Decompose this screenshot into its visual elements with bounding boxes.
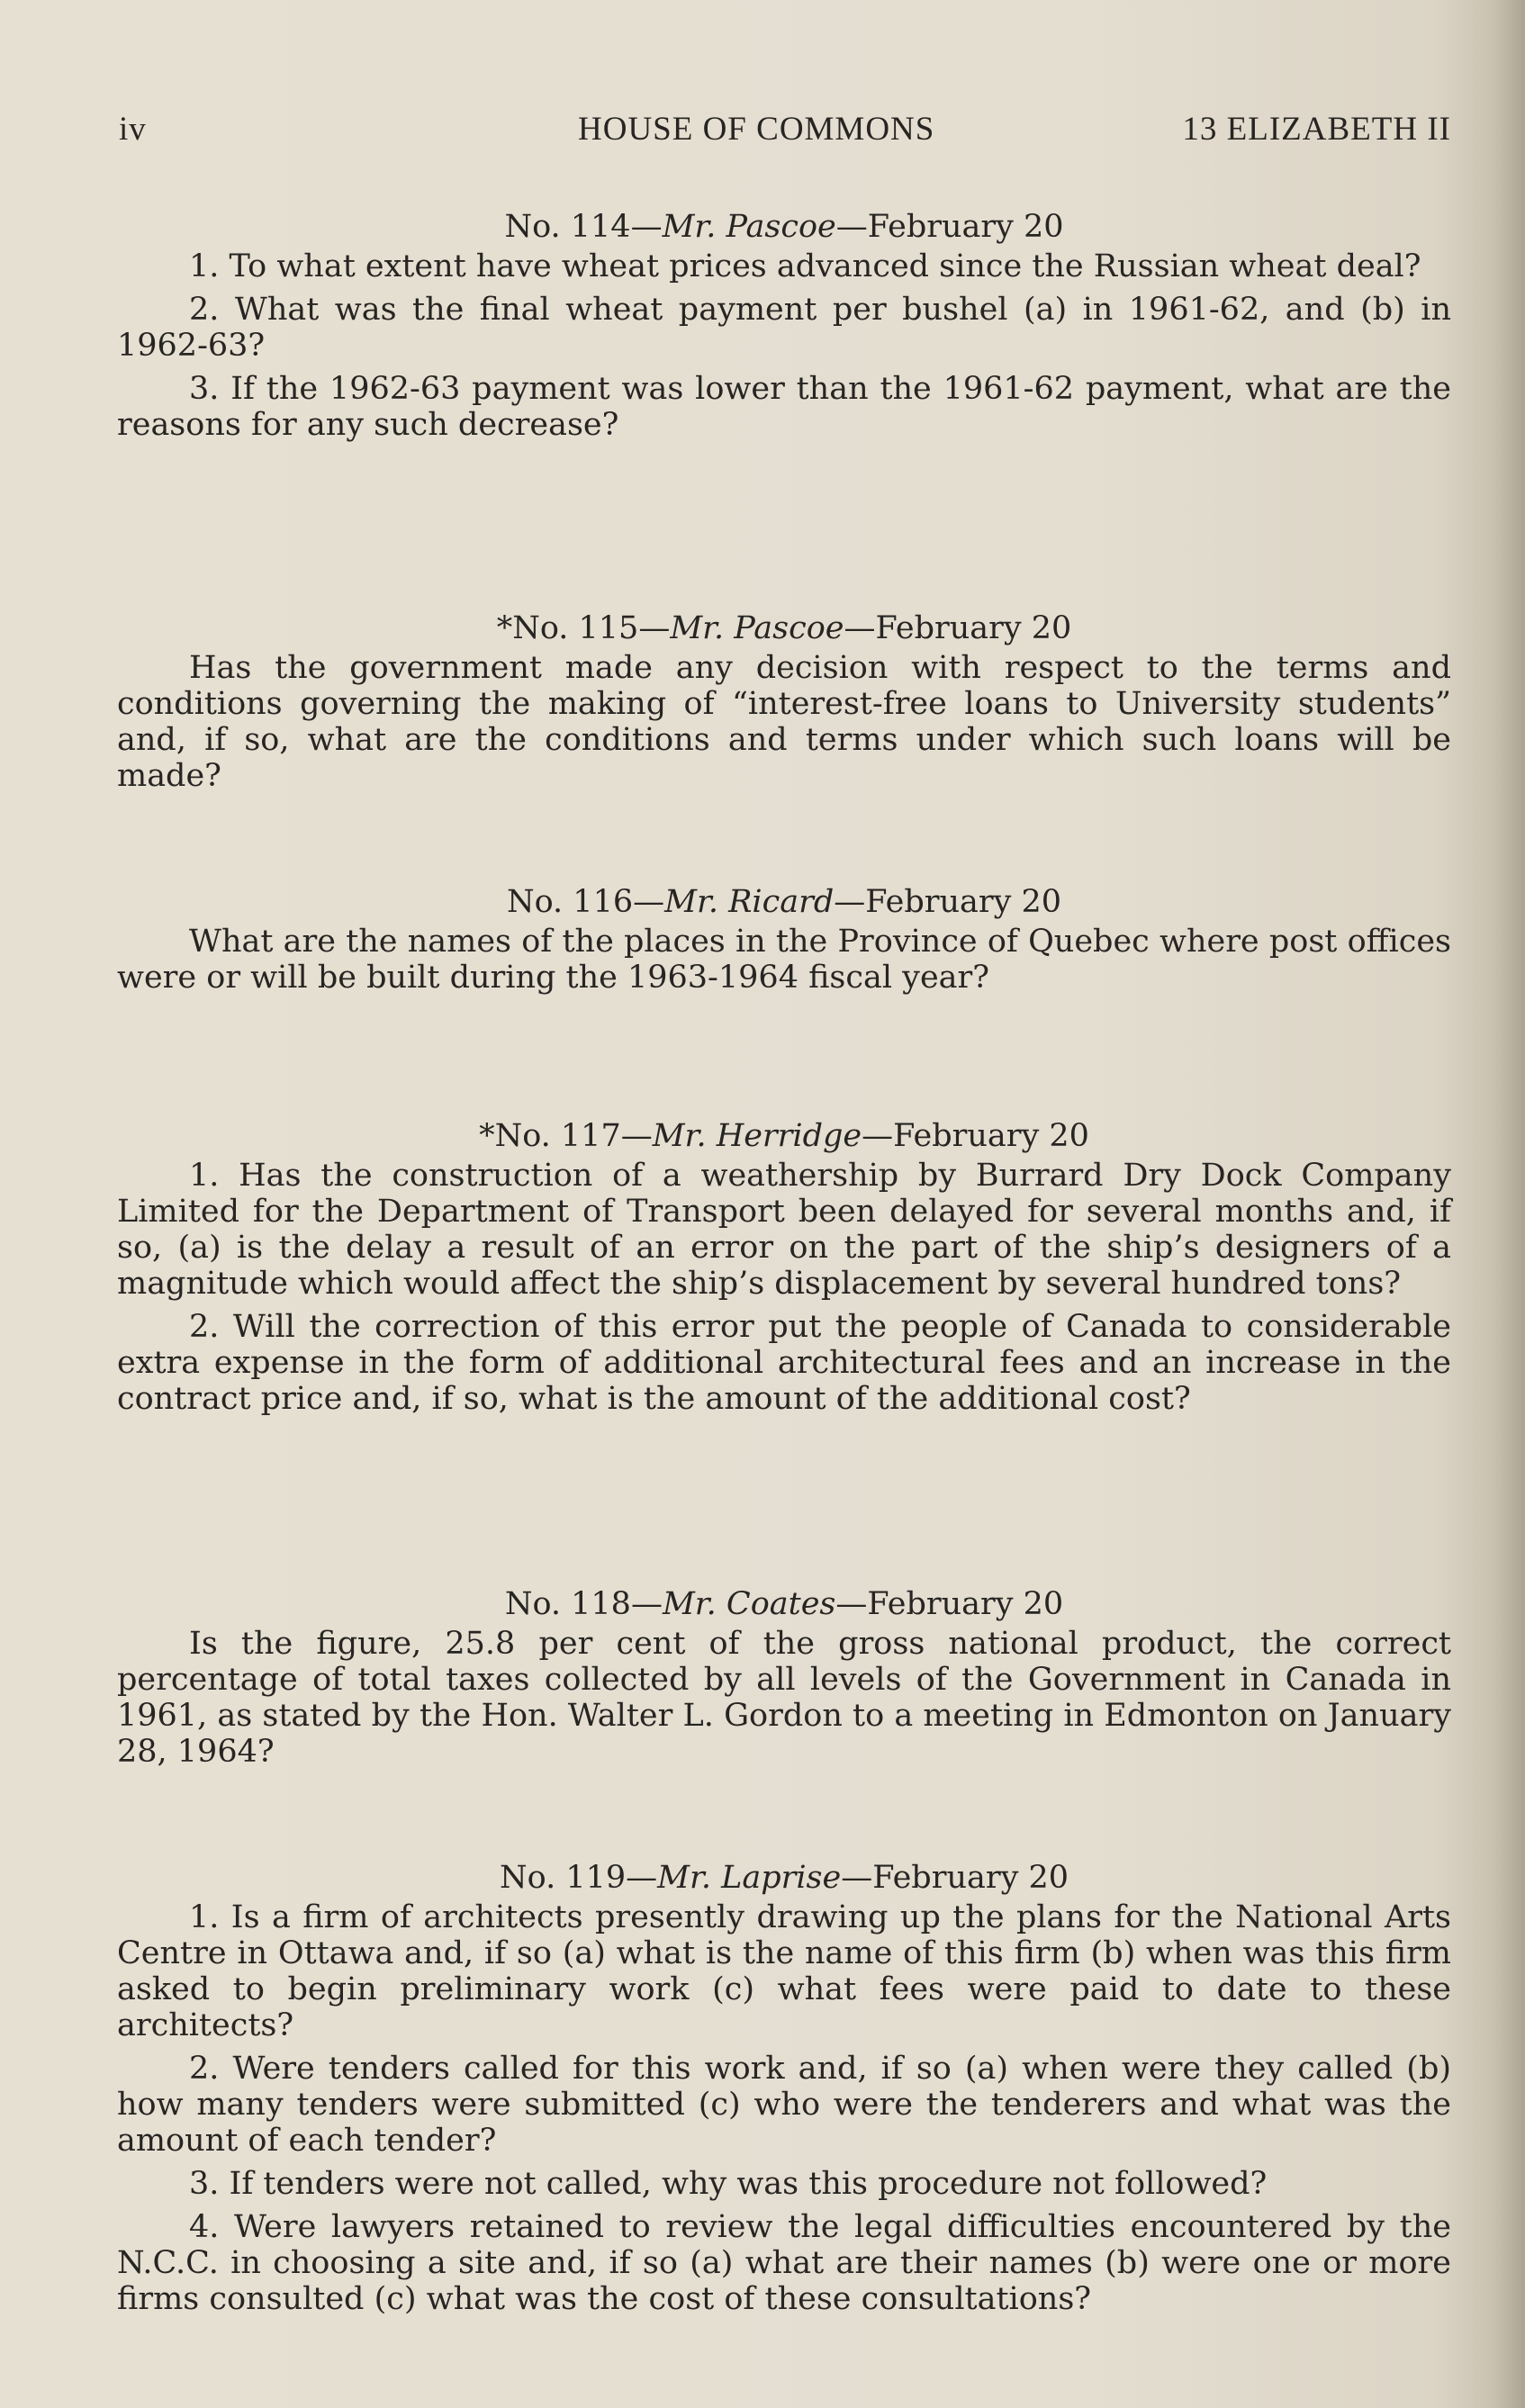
question-116: [117, 882, 1451, 1003]
question-heading: [117, 882, 1451, 922]
question-paragraph: Is the figure, 25.8 per cent of the gross national product, the correct percentage of total taxes collected by all levels of the Government in Canada in 1961, as stated by the Hon. Walter L. Gordon to a meeting in Edmonton on January 28, 1964?: [117, 1626, 1451, 1770]
question-heading: [117, 1116, 1451, 1156]
question-date: —February 20: [835, 209, 1064, 245]
question-118: [117, 1584, 1451, 1777]
question-115: [117, 609, 1451, 801]
question-paragraph: What are the names of the places in the Province of Quebec where post offices were or will be built during the 1963-1964 fiscal year?: [117, 924, 1451, 996]
journal-title: HOUSE OF COMMONS: [578, 111, 935, 148]
running-header: [119, 110, 1451, 155]
question-number: No. 116—: [506, 884, 665, 920]
member-name: Mr. Pascoe: [670, 610, 844, 646]
question-paragraph: 3. If the 1962-63 payment was lower than the 1961-62 payment, what are the reasons for any such decrease?: [117, 371, 1451, 443]
question-number: No. 119—: [499, 1860, 658, 1896]
member-name: Mr. Pascoe: [662, 209, 836, 245]
question-paragraph: 2. Were tenders called for this work and, if so (a) when were they called (b) how many tenders were submitted (c) who were the tenderers and what was the amount of each tender?: [117, 2051, 1451, 2159]
page-number: iv: [119, 111, 147, 148]
member-name: Mr. Herridge: [652, 1118, 862, 1154]
question-paragraph: 1. Has the construction of a weathership by Burrard Dry Dock Company Limited for the Department of Transport been delayed for several months and, if so, (a) is the delay a result of an error on the part of the ship’s designers of a magnitude which would affect the ship’s displacement by several hundred tons?: [117, 1158, 1451, 1302]
question-heading: [117, 1584, 1451, 1624]
question-paragraph: 1. Is a firm of architects presently drawing up the plans for the National Arts Centre in Ottawa and, if so (a) what is the name of this firm (b) when was this firm asked to begin preliminary work (c) what fees were paid to date to these architects?: [117, 1899, 1451, 2043]
member-name: Mr. Ricard: [664, 884, 835, 920]
question-paragraph: 2. Will the correction of this error put the people of Canada to considerable extra expense in the form of additional architectural fees and an increase in the contract price and, if so, what is the amount of the additional cost?: [117, 1309, 1451, 1417]
question-114: [117, 207, 1451, 450]
question-date: —February 20: [834, 884, 1062, 920]
question-117: [117, 1116, 1451, 1424]
question-date: —February 20: [835, 1586, 1064, 1622]
question-119: [117, 1858, 1451, 2324]
question-date: —February 20: [844, 610, 1072, 646]
question-paragraph: 2. What was the final wheat payment per bushel (a) in 1961-62, and (b) in 1962-63?: [117, 292, 1451, 364]
question-heading: [117, 207, 1451, 247]
question-date: —February 20: [862, 1118, 1089, 1154]
question-paragraph: Has the government made any decision with respect to the terms and conditions governing the making of “interest-free loans to University students” and, if so, what are the conditions and terms under which such loans will be made?: [117, 650, 1451, 794]
question-number: *No. 115—: [496, 610, 671, 646]
question-paragraph: 3. If tenders were not called, why was this procedure not followed?: [189, 2166, 1268, 2202]
question-number: No. 114—: [504, 209, 663, 245]
question-heading: [117, 609, 1451, 648]
session-label: 13 ELIZABETH II: [1182, 111, 1451, 148]
question-heading: [117, 1858, 1451, 1898]
member-name: Mr. Coates: [662, 1586, 836, 1622]
question-paragraph: 4. Were lawyers retained to review the legal difficulties encountered by the N.C.C. in choosing a site and, if so (a) what are their names (b) were one or more firms consulted (c) what was the cost of these consultations?: [117, 2209, 1451, 2317]
question-number: *No. 117—: [479, 1118, 653, 1154]
question-number: No. 118—: [504, 1586, 663, 1622]
question-date: —February 20: [841, 1860, 1069, 1896]
member-name: Mr. Laprise: [657, 1860, 842, 1896]
question-paragraph: 1. To what extent have wheat prices advanced since the Russian wheat deal?: [189, 248, 1421, 284]
